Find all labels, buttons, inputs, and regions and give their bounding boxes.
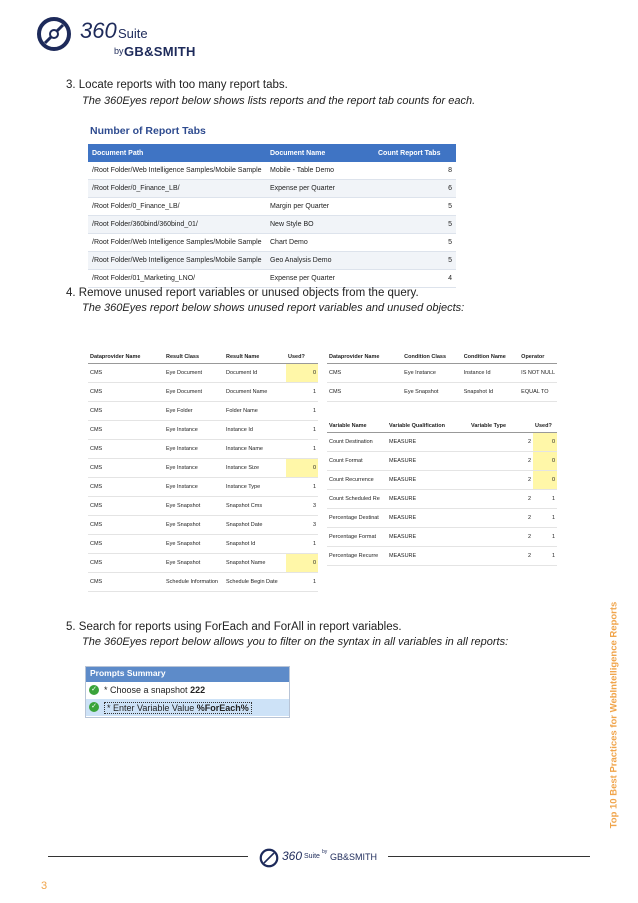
col-dataprovider-name: Dataprovider Name — [327, 351, 402, 364]
table-cell: Percentage Recurre — [327, 547, 387, 566]
table-cell: 2 — [469, 528, 533, 547]
col-operator: Operator — [519, 351, 557, 364]
step-3-desc: The 360Eyes report below shows lists reports and the report tab counts for each. — [82, 95, 476, 107]
table-cell: MEASURE — [387, 471, 469, 490]
table-cell: MEASURE — [387, 433, 469, 452]
table-cell: 1 — [286, 421, 318, 440]
table-cell: CMS — [88, 402, 164, 421]
footer-logo-company: GB&SMITH — [330, 852, 378, 862]
prompts-summary-title: Prompts Summary — [86, 667, 289, 682]
table-cell: Eye Snapshot — [164, 497, 224, 516]
table-cell: EQUAL TO — [519, 383, 557, 402]
table-cell: 2 — [469, 471, 533, 490]
table-row — [88, 516, 318, 535]
check-icon: ✓ — [89, 685, 99, 695]
footer-logo-by: by — [322, 849, 328, 855]
table-cell: Eye Document — [164, 364, 224, 383]
table-cell: Eye Snapshot — [164, 535, 224, 554]
table-cell: MEASURE — [387, 528, 469, 547]
table-cell: 2 — [469, 547, 533, 566]
table-cell: 5 — [374, 252, 456, 270]
table-cell: MEASURE — [387, 452, 469, 471]
table-cell: CMS — [88, 535, 164, 554]
table-cell: CMS — [327, 383, 402, 402]
col-condition-name: Condition Name — [462, 351, 519, 364]
logo-company: GB&SMITH — [124, 44, 196, 59]
table-cell: Document Id — [224, 364, 286, 383]
table-cell: 5 — [374, 234, 456, 252]
table-cell: Count Scheduled Re — [327, 490, 387, 509]
table-cell: Eye Instance — [402, 364, 462, 383]
table-cell: 2 — [469, 509, 533, 528]
conditions-table — [327, 351, 557, 402]
table-cell: 0 — [286, 364, 318, 383]
table-row — [327, 547, 557, 566]
compass-logo-icon — [34, 14, 74, 54]
table-cell: Eye Snapshot — [402, 383, 462, 402]
col-dataprovider-name: Dataprovider Name — [88, 351, 164, 364]
table-row — [88, 402, 318, 421]
step-4-desc: The 360Eyes report below shows unused report variables and unused objects: — [82, 302, 465, 314]
table-cell: 3 — [286, 497, 318, 516]
table-cell: IS NOT NULL — [519, 364, 557, 383]
table-cell: Geo Analysis Demo — [266, 252, 374, 270]
step-5-desc: The 360Eyes report below allows you to filter on the syntax in all variables in all reports: — [82, 636, 509, 648]
table-cell: 5 — [374, 216, 456, 234]
page-number: 3 — [41, 880, 48, 892]
table-cell: Eye Instance — [164, 421, 224, 440]
table-cell: 2 — [469, 433, 533, 452]
table-cell: /Root Folder/0_Finance_LB/ — [88, 198, 266, 216]
table-cell: 1 — [286, 440, 318, 459]
prompt-text: * Choose a snapshot 222 — [104, 685, 206, 695]
table-cell: Eye Folder — [164, 402, 224, 421]
logo-suite: Suite — [118, 26, 148, 41]
table-cell: 1 — [286, 573, 318, 592]
col-condition-class: Condition Class — [402, 351, 462, 364]
table-cell: 1 — [286, 478, 318, 497]
table-row — [88, 270, 456, 288]
table-cell: Snapshot Id — [224, 535, 286, 554]
col-document-path: Document Path — [88, 144, 266, 162]
table-cell: Percentage Format — [327, 528, 387, 547]
table-cell: /Root Folder/360bind/360bind_01/ — [88, 216, 266, 234]
table-cell: Schedule Information — [164, 573, 224, 592]
table-cell: CMS — [88, 478, 164, 497]
step-4-title: 4. Remove unused report variables or unused objects from the query. — [66, 287, 419, 299]
col-variable-type: Variable Type — [469, 420, 533, 433]
step-3-title: 3. Locate reports with too many report tabs. — [66, 79, 288, 91]
step-5-title: 5. Search for reports using ForEach and ForAll in report variables. — [66, 621, 402, 633]
table-row — [88, 459, 318, 478]
table-cell: CMS — [88, 383, 164, 402]
table-cell: 1 — [533, 547, 557, 566]
table-row — [327, 528, 557, 547]
footer-rule-right — [388, 856, 590, 857]
table-cell: MEASURE — [387, 509, 469, 528]
col-document-name: Document Name — [266, 144, 374, 162]
footer-logo — [258, 843, 383, 871]
table-row — [88, 573, 318, 592]
table-cell: Snapshot Name — [224, 554, 286, 573]
table-cell: Document Name — [224, 383, 286, 402]
table-cell: Eye Instance — [164, 478, 224, 497]
table-cell: Instance Size — [224, 459, 286, 478]
table-row — [88, 364, 318, 383]
table-cell: Snapshot Id — [462, 383, 519, 402]
table-cell: Count Format — [327, 452, 387, 471]
compass-logo-icon — [258, 847, 280, 869]
table-cell: Eye Instance — [164, 440, 224, 459]
table-cell: Eye Snapshot — [164, 516, 224, 535]
table-row — [88, 162, 456, 180]
table-row — [88, 383, 318, 402]
col-used: Used? — [533, 420, 557, 433]
table-row — [327, 509, 557, 528]
table-cell: Eye Instance — [164, 459, 224, 478]
table-cell: Instance Type — [224, 478, 286, 497]
col-count-report-tabs: Count Report Tabs — [374, 144, 456, 162]
table-cell: Mobile - Table Demo — [266, 162, 374, 180]
table-cell: Count Destination — [327, 433, 387, 452]
report-tabs-title: Number of Report Tabs — [90, 125, 206, 137]
table-cell: /Root Folder/Web Intelligence Samples/Mobile Sample — [88, 234, 266, 252]
logo-mark: 360 — [80, 18, 117, 43]
prompt-row-snapshot[interactable] — [86, 682, 289, 699]
col-used: Used? — [286, 351, 318, 364]
table-cell: CMS — [327, 364, 402, 383]
col-result-name: Result Name — [224, 351, 286, 364]
table-row — [88, 252, 456, 270]
table-cell: Schedule Begin Date — [224, 573, 286, 592]
table-cell: 1 — [286, 383, 318, 402]
report-tabs-table — [88, 144, 456, 288]
table-row — [327, 490, 557, 509]
table-row — [88, 421, 318, 440]
table-cell: 5 — [374, 198, 456, 216]
table-cell: MEASURE — [387, 547, 469, 566]
table-cell: Instance Id — [462, 364, 519, 383]
footer-rule-left — [48, 856, 248, 857]
table-cell: 1 — [533, 490, 557, 509]
table-cell: Margin per Quarter — [266, 198, 374, 216]
prompts-summary-panel — [85, 666, 290, 718]
table-cell: CMS — [88, 554, 164, 573]
table-cell: Snapshot Date — [224, 516, 286, 535]
table-cell: Instance Name — [224, 440, 286, 459]
unused-objects-table — [88, 351, 318, 592]
footer-logo-mark: 360 — [282, 849, 303, 863]
table-cell: CMS — [88, 516, 164, 535]
table-cell: 2 — [469, 490, 533, 509]
table-cell: 3 — [286, 516, 318, 535]
table-row — [88, 198, 456, 216]
table-cell: 0 — [533, 433, 557, 452]
col-result-class: Result Class — [164, 351, 224, 364]
col-variable-qualification: Variable Qualification — [387, 420, 469, 433]
table-cell: /Root Folder/01_Marketing_LNO/ — [88, 270, 266, 288]
table-cell: 0 — [533, 452, 557, 471]
table-cell: Snapshot Cms — [224, 497, 286, 516]
table-cell: 0 — [533, 471, 557, 490]
table-row — [88, 234, 456, 252]
table-cell: Eye Snapshot — [164, 554, 224, 573]
table-cell: 0 — [286, 554, 318, 573]
table-row — [327, 433, 557, 452]
table-row — [88, 478, 318, 497]
table-row — [327, 364, 557, 383]
prompt-text: * Enter Variable Value %ForEach% — [104, 702, 252, 714]
table-cell: 1 — [286, 402, 318, 421]
table-cell: New Style BO — [266, 216, 374, 234]
table-row — [88, 554, 318, 573]
table-cell: Expense per Quarter — [266, 180, 374, 198]
header-logo — [30, 10, 196, 70]
table-cell: Instance Id — [224, 421, 286, 440]
table-cell: CMS — [88, 421, 164, 440]
table-row — [327, 471, 557, 490]
table-cell: CMS — [88, 573, 164, 592]
table-cell: 1 — [533, 528, 557, 547]
table-cell: 1 — [286, 535, 318, 554]
table-row — [88, 440, 318, 459]
table-cell: Chart Demo — [266, 234, 374, 252]
table-row — [327, 452, 557, 471]
table-cell: 2 — [469, 452, 533, 471]
table-cell: 4 — [374, 270, 456, 288]
table-row — [88, 180, 456, 198]
prompt-row-variable-value[interactable] — [86, 699, 289, 716]
table-cell: Folder Name — [224, 402, 286, 421]
table-cell: Expense per Quarter — [266, 270, 374, 288]
table-cell: 8 — [374, 162, 456, 180]
col-variable-name: Variable Name — [327, 420, 387, 433]
table-cell: Eye Document — [164, 383, 224, 402]
table-cell: CMS — [88, 364, 164, 383]
table-cell: MEASURE — [387, 490, 469, 509]
table-cell: /Root Folder/0_Finance_LB/ — [88, 180, 266, 198]
table-cell: 6 — [374, 180, 456, 198]
table-cell: CMS — [88, 459, 164, 478]
table-cell: 0 — [286, 459, 318, 478]
check-icon: ✓ — [89, 702, 99, 712]
variables-table — [327, 420, 557, 566]
table-cell: /Root Folder/Web Intelligence Samples/Mobile Sample — [88, 162, 266, 180]
table-cell: /Root Folder/Web Intelligence Samples/Mobile Sample — [88, 252, 266, 270]
footer-logo-suite: Suite — [304, 853, 320, 860]
table-row — [88, 497, 318, 516]
table-cell: 1 — [533, 509, 557, 528]
table-row — [327, 383, 557, 402]
side-label: Top 10 Best Practices for WebIntelligence Reports — [608, 601, 620, 829]
table-cell: Percentage Destinat — [327, 509, 387, 528]
logo-by: by — [114, 46, 124, 56]
table-cell: Count Recurrence — [327, 471, 387, 490]
table-row — [88, 535, 318, 554]
table-cell: CMS — [88, 497, 164, 516]
table-cell: CMS — [88, 440, 164, 459]
table-row — [88, 216, 456, 234]
